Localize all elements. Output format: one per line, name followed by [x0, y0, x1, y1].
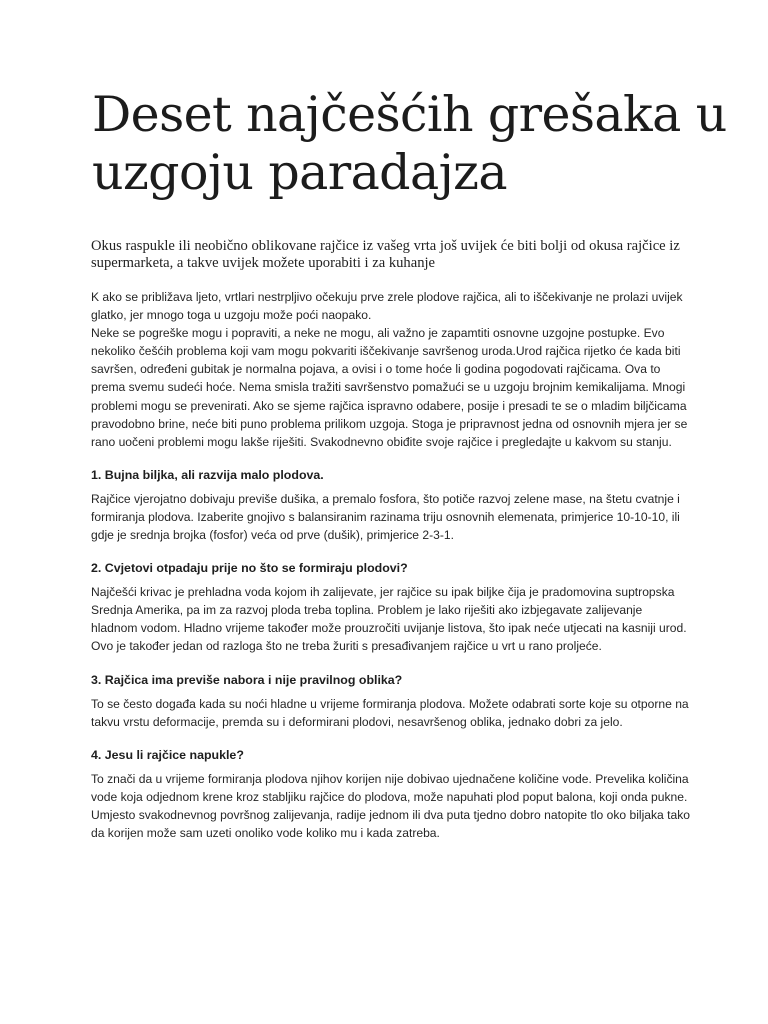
section-heading: 1. Bujna biljka, ali razvija malo plodova.	[91, 467, 324, 482]
section-text: Najčešći krivac je prehladna voda kojom ih zalijevate, jer rajčice su ipak biljke čija je pradomovina suptropska Srednja Amerika, pa im za razvoj ploda treba toplina. Problem je lako riješiti ako izbjegavate zalijevanje hladnom vodom. Hladno vrijeme također može prouzročiti uvijanje listova, što ipak neće utjecati na kasniji urod. Ovo je također jedan od razloga što ne treba žuriti s presađivanjem rajčice u vrt u rano proljeće.	[91, 585, 687, 654]
section-heading: 2. Cvjetovi otpadaju prije no što se formiraju plodovi?	[91, 561, 408, 576]
article-section	[91, 671, 691, 731]
article-section	[91, 559, 691, 655]
section-text: To znači da u vrijeme formiranja plodova njihov korijen nije dobivao ujednačene količine vode. Prevelika količina vode koja odjednom krene kroz stabljiku rajčice do plodova, može napuhati plod poput balona, koji onda pukne. Umjesto svakodnevnog površnog zalijevanja, radije jednom ili dva puta tjedno dobro natopite tlo oko biljaka tako da korijen može sam uzeti onoliko vode koliko mu i kada zatreba.	[91, 771, 691, 840]
article-subtitle: Okus raspukle ili neobično oblikovane rajčice iz vašeg vrta još uvijek će biti bolji od okusa rajčice iz supermarketa, a takve uvijek možete uporabiti i za kuhanje	[91, 238, 680, 271]
intro-paragraph: Neke se pogreške mogu i popraviti, a neke ne mogu, ali važno je zapamtiti osnovne uzgojne postupke. Evo nekoliko češćih problema koji vam mogu pokvariti iščekivanje savršenog uroda.Urod rajčica rijetko će kada biti savršen, određeni gubitak je normalna pojava, a ovisi i o tome hoće li godina pogodovati rajčicama. Ova to prema svemu sudeći hoće. Nema smisla tražiti savršenstvo pomažući se u uzgoju brojnim kemikalijama. Mnogi problemi mogu se prevenirati. Ako se sjeme rajčica ispravno odabere, posije i presadi te se o mladim biljčicama pravodobno brine, neće biti puno problema prilikom uzgoja. Stoga je pripravnost jedna od osnovnih mjera jer se rano uočeni problemi mogu lakše riješiti. Svakodnevno obiđite svoje rajčice i pregledajte u kakvom su stanju.	[91, 326, 688, 449]
article-body	[91, 288, 691, 842]
section-heading: 3. Rajčica ima previše nabora i nije pravilnog oblika?	[91, 672, 403, 687]
article-section	[91, 466, 691, 544]
section-heading: 4. Jesu li rajčice napukle?	[91, 747, 244, 762]
article-intro	[91, 288, 691, 451]
intro-paragraph: K ako se približava ljeto, vrtlari nestrpljivo očekuju prve zrele plodove rajčica, ali to iščekivanje ne prolazi uvijek glatko, jer mnogo toga u uzgoju može poći naopako.	[91, 290, 683, 323]
article-title: Deset najčešćih grešaka u uzgoju paradajza	[92, 86, 727, 201]
section-text: Rajčice vjerojatno dobivaju previše dušika, a premalo fosfora, što potiče razvoj zelene mase, na štetu cvatnje i formiranja plodova. Izaberite gnojivo s balansiranim razinama triju osnovnih elemenata, primjerice 10-10-10, ili gdje je srednja brojka (fosfor) veća od prve (dušik), primjerice 2-3-1.	[91, 491, 680, 543]
section-text: To se često događa kada su noći hladne u vrijeme formiranja plodova. Možete odabrati sorte koje su otporne na takvu vrstu deformacije, premda su i deformirani plodovi, nesavršenog oblika, jednako dobri za jelo.	[91, 696, 689, 729]
article-section	[91, 746, 691, 842]
